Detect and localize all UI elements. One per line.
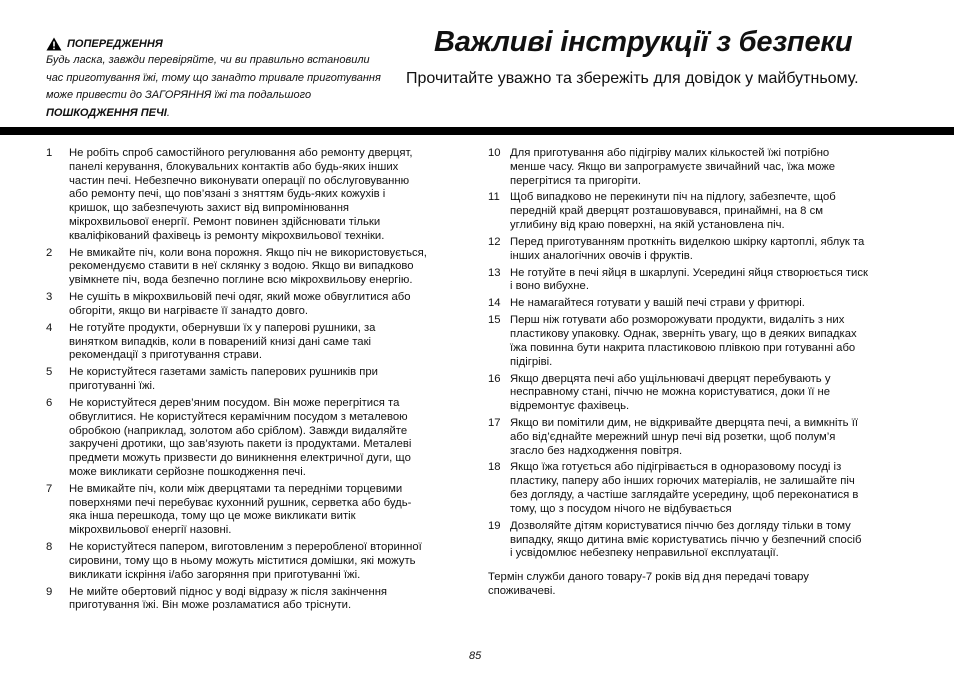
warning-text: [46, 52, 406, 122]
warning-text-main: Будь ласка, завжди перевіряйте, чи ви правильно встановили час приготування їжі, тому що занадто тривале приготування може привести до ЗАГОРЯННЯ їжі та подальшого: [46, 54, 381, 101]
item-text: Для приготування або підігріву малих кількостей їжі потрібно менше часу. Якщо ви запрограмуєте звичайний час, їжа може перегрітися та пригоріти.: [510, 147, 836, 187]
warning-title-row: [46, 36, 406, 52]
list-item: [46, 147, 466, 244]
list-item: [46, 247, 466, 288]
item-text: Перш ніж готувати або розморожувати продукти, видаліть з них пластикову упаковку. Однак, зверніть увагу, що в деяких випадках їжа повинна бути накрита пластиковою плівкою при готуванні або підігріві.: [510, 314, 857, 368]
list-item: [46, 397, 466, 480]
list-item: [488, 297, 912, 311]
right-column: [488, 147, 912, 599]
item-text: Не намагайтеся готувати у вашій печі страви у фритюрі.: [510, 297, 805, 310]
item-number: 13: [488, 266, 501, 279]
list-item: [46, 291, 466, 319]
item-text: Не користуйтеся дерев’яним посудом. Він може перегрітися та обвуглитися. Не користуйтеся керамічним посудом з металевою обробкою (наприклад, золотом або сріблом). Завжди видаляйте закручені дротики, що зав’язують пакети із продуктами. Металеві предмети можуть призвести до виникнення електричної дуги, що може викликати серйозне пошкодження печі.: [69, 397, 412, 478]
item-text: Не готуйте в печі яйця в шкарлупі. Усередині яйця створюється тиск і воно вибухне.: [510, 266, 868, 293]
service-life-note: Термін служби даного товару-7 років від дня передачі товару споживачеві.: [488, 571, 809, 597]
page-number: 85: [469, 650, 482, 662]
item-number: 17: [488, 417, 501, 429]
item-number: 4: [46, 321, 53, 334]
item-text: Не робіть спроб самостійного регулювання або ремонту дверцят, панелі керування, блокувальних контактів або будь-яких інших частин печі. Небезпечно виконувати операції по обслуговуванню або ремонту печі, що пов’язані з зняттям будь-яких кожухів і кришок, що забезпечують захист від випромінювання мікрохвильової енергії. Ремонт повинен здійснювати тільки кваліфікований фахівець із ремонту мікрохвильової техніки.: [69, 147, 413, 242]
item-number: 2: [46, 246, 53, 259]
page-subtitle: Прочитайте уважно та збережіть для довідок у майбутньому.: [406, 70, 859, 87]
warning-text-end: .: [166, 106, 170, 119]
item-text: Щоб випадково не перекинути піч на підлогу, забезпечте, щоб передній край дверцят розташовувався, принаймні, на 8 см углибину від краю поверхні, на якій установлена піч.: [510, 191, 836, 232]
item-text: Дозволяйте дітям користуватися піччю без догляду тільки в тому випадку, якщо дитина вміє користуватись піччю у безпечний спосіб і усвідомлює небезпеку неправильної експлуатації.: [510, 519, 862, 560]
list-item: [488, 373, 912, 414]
item-number: 9: [46, 585, 53, 598]
item-text: Якщо ви помітили дим, не відкривайте дверцята печі, а вимкніть її або від’єднайте мережний шнур печі від розетки, щоб полум’я згасло без надходження повітря.: [510, 417, 858, 457]
item-text: Не користуйтеся папером, виготовленим з переробленої вторинної сировини, тому що в ньому можуть міститися домішки, які можуть викликати іскріння і/або загоряння при приготуванні їжі.: [69, 541, 422, 581]
item-number: 12: [488, 235, 501, 248]
item-number: 1: [46, 147, 53, 159]
list-item: [488, 417, 912, 458]
warning-text-bold: ПОШКОДЖЕННЯ ПЕЧІ: [46, 106, 167, 119]
item-text: Не готуйте продукти, обернувши їх у паперові рушники, за винятком випадків, коли в поварениій книзі дані саме такі рекомендації з приготування страви.: [69, 321, 376, 362]
item-number: 5: [46, 366, 53, 379]
item-number: 14: [488, 297, 501, 310]
list-item: [46, 366, 466, 394]
warning-title: ПОПЕРЕДЖЕННЯ: [67, 38, 163, 50]
item-number: 11: [488, 191, 500, 204]
list-item: [488, 520, 912, 561]
list-item: [488, 267, 912, 295]
item-text: Не мийте обертовий піднос у воді відразу ж після закінчення приготування їжі. Він може розламатися або тріснути.: [69, 585, 388, 612]
list-item: [46, 322, 466, 363]
list-item: [46, 586, 466, 614]
left-column: [46, 147, 466, 616]
item-text: Якщо дверцята печі або ущільнювачі дверцят перебувають у несправному стані, піччю не можна користуватися, доки її не відремонтує фахівець.: [510, 372, 831, 413]
item-number: 7: [46, 482, 53, 495]
item-text: Не вмикайте піч, коли між дверцятами та передніми торцевими поверхнями печі перебуває кухонний рушник, серветка або будь- яка інша перешкода, тому що це може викликати витік мікрохвильової енергії назовні.: [69, 482, 412, 537]
list-item: [488, 236, 912, 264]
item-text: Перед приготуванням проткніть виделкою шкірку картоплі, яблук та інших аналогічних овочів і фруктів.: [510, 235, 865, 262]
item-number: 6: [46, 397, 53, 410]
warning-triangle-icon: [46, 37, 62, 51]
item-number: 18: [488, 461, 501, 474]
item-number: 3: [46, 291, 53, 304]
item-number: 19: [488, 519, 501, 532]
list-item: [488, 191, 912, 232]
list-item: [46, 541, 466, 582]
page-title: Важливі інструкції з безпеки: [434, 26, 853, 58]
item-text: Якщо їжа готується або підігрівається в одноразовому посуді із пластику, паперу або інших горючих матеріалів, не залишайте піч без догляду, а частіше заглядайте усередину, щоб переконатися в тому, що з посудом нічого не відбувається: [510, 461, 859, 515]
item-text: Не сушіть в мікрохвильовій печі одяг, який може обвуглитися або обгоріти, якщо ви нагріваєте її занадто довго.: [69, 291, 411, 317]
header-divider: [0, 127, 954, 135]
list-item: [488, 461, 912, 516]
item-text: Не вмикайте піч, коли вона порожня. Якщо піч не використовується, рекомендуємо ставити в неї склянку з водою. Якщо ви випадково увімкнете піч, вода безпечно поглине всю мікрохвильову енергію.: [69, 246, 427, 287]
list-item: [488, 147, 912, 188]
item-number: 10: [488, 147, 501, 159]
list-item: [488, 314, 912, 369]
list-item: [46, 483, 466, 538]
item-number: 8: [46, 541, 53, 554]
item-number: 15: [488, 314, 501, 327]
item-number: 16: [488, 372, 501, 385]
item-text: Не користуйтеся газетами замість паперових рушників при приготуванні їжі.: [69, 366, 378, 393]
warning-box: [46, 36, 406, 122]
